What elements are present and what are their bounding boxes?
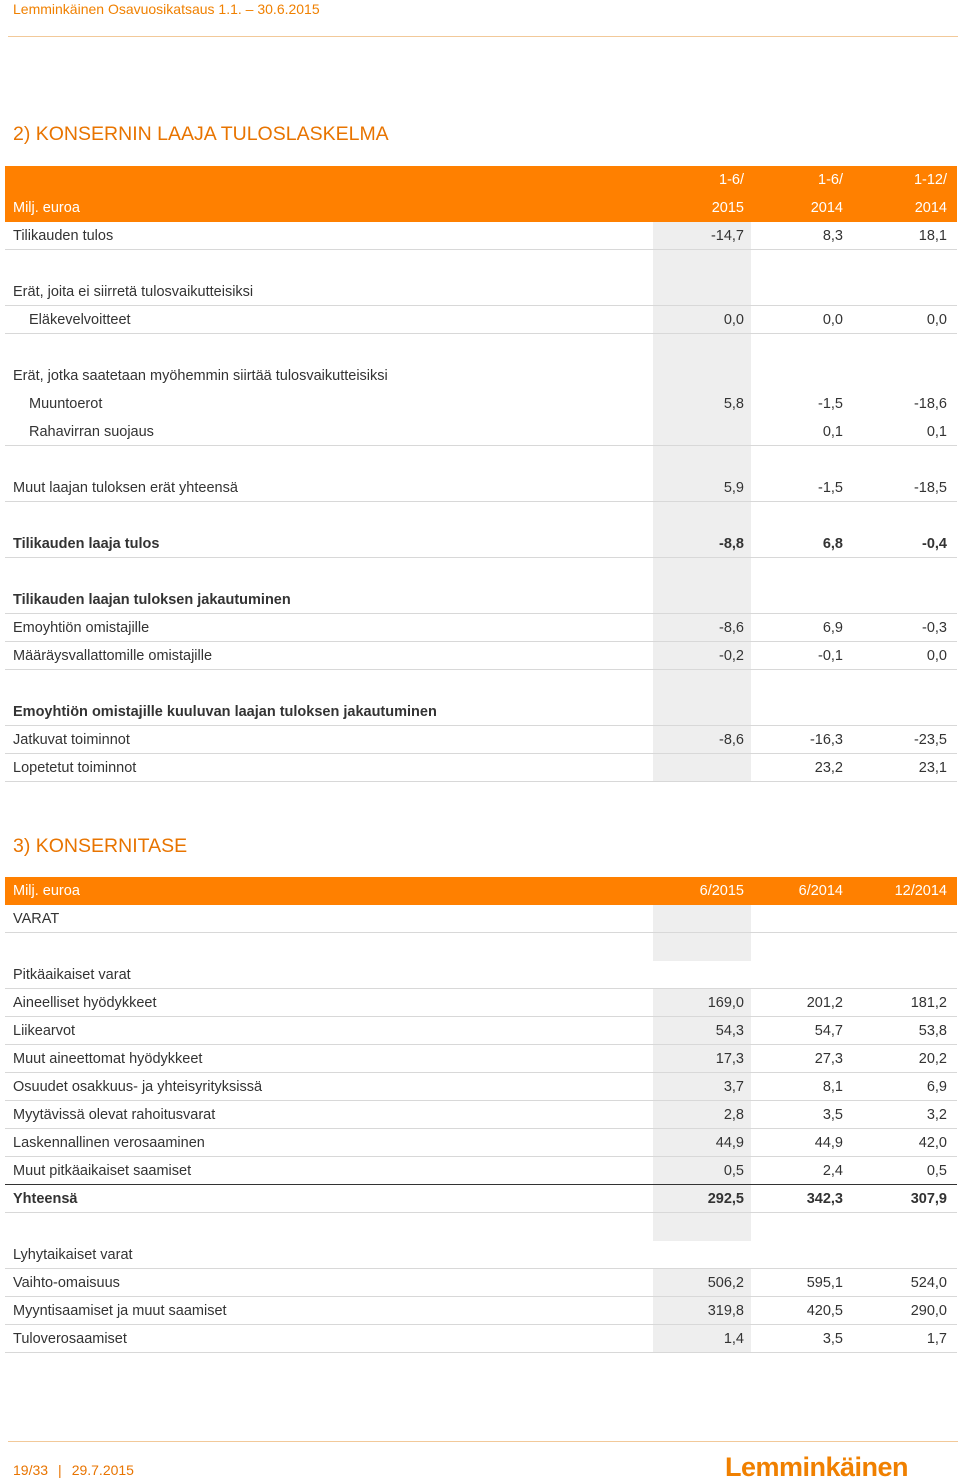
value-cell: 54,7 [814, 1023, 843, 1039]
table-header-row [5, 194, 957, 222]
balance-sheet-table [5, 877, 957, 1353]
value-cell: -14,7 [653, 222, 751, 249]
value-cell: 290,0 [910, 1303, 947, 1319]
value-cell: 181,2 [910, 995, 947, 1011]
value-cell: 595,1 [806, 1275, 843, 1291]
table-row [5, 390, 957, 418]
row-label: Osuudet osakkuus- ja yhteisyrityksissä [13, 1079, 263, 1095]
value-cell: 0,0 [926, 648, 947, 664]
value-cell: 17,3 [653, 1045, 751, 1072]
table-row-total [5, 1185, 957, 1213]
table-row [5, 1129, 957, 1157]
value-cell: 2,4 [822, 1163, 843, 1179]
value-cell: -18,5 [913, 480, 947, 496]
value-cell [653, 905, 751, 932]
value-cell: 3,5 [822, 1331, 843, 1347]
table-row [5, 1073, 957, 1101]
header-cell: 12/2014 [894, 883, 947, 899]
unit-label: Milj. euroa [13, 883, 80, 899]
value-cell: -1,5 [818, 480, 843, 496]
spacer-row [5, 558, 957, 586]
row-label: Erät, joita ei siirretä tulosvaikutteisiksi [13, 284, 254, 300]
row-label: Tuloverosaamiset [13, 1331, 127, 1347]
value-cell: -8,6 [653, 726, 751, 753]
value-cell: 3,5 [822, 1107, 843, 1123]
row-label: Tilikauden laaja tulos [13, 536, 160, 552]
value-cell: 0,5 [926, 1163, 947, 1179]
table-row [5, 642, 957, 670]
value-cell [653, 362, 751, 390]
value-cell: 54,3 [653, 1017, 751, 1044]
header-cell: 1-12/ [913, 172, 947, 188]
row-label: Muut aineettomat hyödykkeet [13, 1051, 203, 1067]
table-row [5, 614, 957, 642]
value-cell [653, 698, 751, 725]
value-cell [653, 754, 751, 781]
table-row-subheading [5, 586, 957, 614]
value-cell: 506,2 [653, 1269, 751, 1296]
row-label: Myyntisaamiset ja muut saamiset [13, 1303, 227, 1319]
value-cell: 3,7 [653, 1073, 751, 1100]
value-cell: 18,1 [918, 228, 947, 244]
value-cell: 2,8 [653, 1101, 751, 1128]
value-cell: 6,9 [822, 620, 843, 636]
value-cell: 44,9 [814, 1135, 843, 1151]
row-label: Emoyhtiön omistajille [13, 620, 150, 636]
report-date: 29.7.2015 [71, 1462, 134, 1478]
value-cell: 307,9 [910, 1191, 947, 1207]
value-cell: 23,2 [814, 760, 843, 776]
table-row [5, 961, 957, 989]
row-label: Liikearvot [13, 1023, 76, 1039]
table-row [5, 222, 957, 250]
row-label: Yhteensä [13, 1191, 78, 1207]
row-label: Määräysvallattomille omistajille [13, 648, 213, 664]
value-cell: 6,8 [822, 536, 843, 552]
value-cell: 0,0 [926, 312, 947, 328]
value-cell: 201,2 [806, 995, 843, 1011]
spacer-row [5, 1213, 957, 1241]
value-cell: -0,1 [818, 648, 843, 664]
value-cell: -0,4 [922, 536, 947, 552]
page-info [13, 1462, 134, 1478]
value-cell: 524,0 [910, 1275, 947, 1291]
value-cell: 169,0 [653, 989, 751, 1016]
header-divider [8, 36, 958, 37]
row-label: Muut laajan tuloksen erät yhteensä [13, 480, 238, 496]
table-row [5, 1241, 957, 1269]
footer-separator: | [58, 1462, 62, 1478]
value-cell: 420,5 [806, 1303, 843, 1319]
row-label: Myytävissä olevat rahoitusvarat [13, 1107, 216, 1123]
value-cell: -0,2 [653, 642, 751, 669]
value-cell: 319,8 [653, 1297, 751, 1324]
spacer-row [5, 250, 957, 278]
value-cell: -8,8 [653, 530, 751, 557]
table-row [5, 1017, 957, 1045]
row-label: Rahavirran suojaus [29, 424, 154, 440]
header-cell: 2015 [711, 200, 744, 216]
value-cell [653, 418, 751, 445]
row-label: Emoyhtiön omistajille kuuluvan laajan tuloksen jakautuminen [13, 704, 437, 720]
value-cell: -1,5 [818, 396, 843, 412]
value-cell: 292,5 [653, 1185, 751, 1212]
section-title-comprehensive-income: 2) KONSERNIN LAAJA TULOSLASKELMA [13, 123, 389, 145]
table-row [5, 418, 957, 446]
value-cell: 1,4 [653, 1325, 751, 1352]
row-label: Jatkuvat toiminnot [13, 732, 130, 748]
value-cell: 27,3 [814, 1051, 843, 1067]
value-cell: 0,1 [926, 424, 947, 440]
table-row [5, 278, 957, 306]
header-cell: 6/2015 [699, 883, 744, 899]
header-cell: 1-6/ [818, 172, 843, 188]
value-cell: -23,5 [913, 732, 947, 748]
table-row [5, 1325, 957, 1353]
header-cell: 1-6/ [719, 172, 744, 188]
value-cell: 8,1 [822, 1079, 843, 1095]
table-row-subheading [5, 698, 957, 726]
header-cell: 6/2014 [798, 883, 843, 899]
value-cell: -8,6 [653, 614, 751, 641]
section-title-balance-sheet: 3) KONSERNITASE [13, 835, 188, 857]
value-cell: 5,8 [653, 390, 751, 418]
value-cell: -0,3 [922, 620, 947, 636]
table-row [5, 362, 957, 390]
row-label: Aineelliset hyödykkeet [13, 995, 157, 1011]
value-cell: 0,0 [822, 312, 843, 328]
page-number: 19/33 [13, 1462, 49, 1478]
value-cell: 342,3 [806, 1191, 843, 1207]
value-cell: 6,9 [926, 1079, 947, 1095]
table-row [5, 754, 957, 782]
comprehensive-income-table [5, 166, 957, 782]
value-cell [653, 278, 751, 305]
row-label: Muuntoerot [29, 396, 103, 412]
row-label: Tilikauden laajan tuloksen jakautuminen [13, 592, 291, 608]
value-cell: -16,3 [809, 732, 843, 748]
row-label: Lyhytaikaiset varat [13, 1247, 133, 1263]
value-cell: 1,7 [926, 1331, 947, 1347]
table-row [5, 306, 957, 334]
table-header-row [5, 877, 957, 905]
value-cell: 53,8 [918, 1023, 947, 1039]
value-cell: 23,1 [918, 760, 947, 776]
table-row [5, 905, 957, 933]
table-header-row [5, 166, 957, 194]
row-label: Eläkevelvoitteet [29, 312, 131, 328]
table-row [5, 1045, 957, 1073]
value-cell: -18,6 [913, 396, 947, 412]
header-cell: 2014 [810, 200, 843, 216]
row-label: Pitkäaikaiset varat [13, 967, 131, 983]
value-cell: 42,0 [918, 1135, 947, 1151]
footer-divider [8, 1441, 958, 1442]
value-cell: 8,3 [822, 228, 843, 244]
spacer-row [5, 446, 957, 474]
value-cell: 44,9 [653, 1129, 751, 1156]
table-row [5, 1101, 957, 1129]
row-label: Erät, jotka saatetaan myöhemmin siirtää tulosvaikutteisiksi [13, 368, 388, 384]
value-cell: 0,5 [653, 1157, 751, 1184]
value-cell: 0,1 [822, 424, 843, 440]
value-cell: 0,0 [653, 306, 751, 333]
row-label: Vaihto-omaisuus [13, 1275, 120, 1291]
spacer-row [5, 334, 957, 362]
table-row [5, 726, 957, 754]
table-row [5, 989, 957, 1017]
table-row [5, 1157, 957, 1185]
row-label: VARAT [13, 911, 60, 927]
value-cell [653, 586, 751, 613]
row-label: Lopetetut toiminnot [13, 760, 137, 776]
row-label: Muut pitkäaikaiset saamiset [13, 1163, 192, 1179]
table-row [5, 1269, 957, 1297]
row-label: Tilikauden tulos [13, 228, 114, 244]
value-cell: 3,2 [926, 1107, 947, 1123]
spacer-row [5, 502, 957, 530]
row-label: Laskennallinen verosaaminen [13, 1135, 205, 1151]
table-row [5, 1297, 957, 1325]
spacer-row [5, 933, 957, 961]
header-cell: 2014 [914, 200, 947, 216]
value-cell: 5,9 [653, 474, 751, 501]
table-row-total [5, 530, 957, 558]
document-header-title: Lemminkäinen Osavuosikatsaus 1.1. – 30.6.2015 [13, 1, 320, 17]
value-cell: 20,2 [918, 1051, 947, 1067]
unit-label: Milj. euroa [13, 200, 80, 216]
spacer-row [5, 670, 957, 698]
company-logo: Lemminkäinen [725, 1452, 909, 1482]
table-row [5, 474, 957, 502]
